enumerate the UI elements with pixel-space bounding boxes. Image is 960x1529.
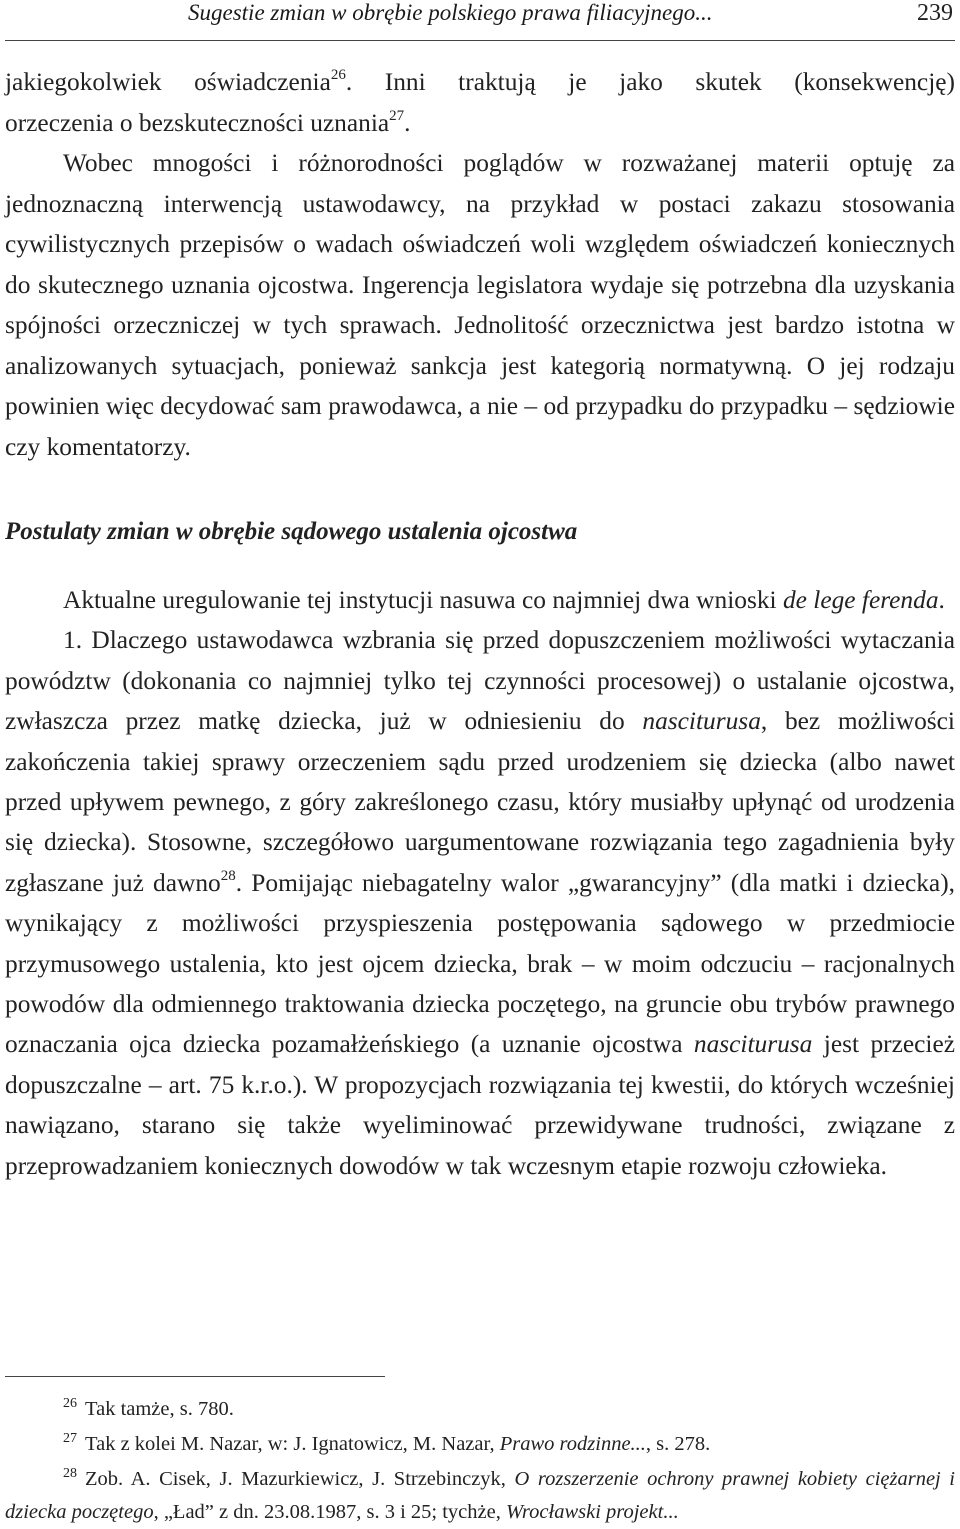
paragraph-line: jakiegokolwiek oświadczenia$^{26}$. Inni traktują je jako skutek (konsekwencję) [5,67,955,96]
footnote-26: $^{26}$ Tak tamże, s. 780. [63,1396,234,1420]
paragraph-line: orzeczenia o bezskuteczności uznania$^{27}$. [5,107,411,137]
body-section-2 [5,580,955,1186]
footnote-rule [5,1376,385,1377]
body-section-1 [5,62,955,467]
page-number: 239 [917,0,953,26]
document-page [5,0,956,1523]
footnote-ref-27[interactable]: 27 [389,107,405,124]
paragraph: Wobec mnogości i różnorodności poglądów w rozważanej materii optuję za jednoznaczną interwencją ustawodawcy, na przykład w postaci zakazu stosowania cywilistycznych przepisów o wadach oświadczeń woli względem oświadczeń koniecznych do skutecznego uznania ojcostwa. Ingerencja legislatora wydaje się potrzebna dla uzyskania spójności orzeczniczej w tych sprawach. Jednolitość orzecznictwa jest bardzo istotna w analizowanych sytuacjach, ponieważ sankcja jest kategorią normatywną. O jej rodzaju powinien więc decydować sam prawodawca, a nie – od przypadku do przypadku – sędziowie czy komentatorzy. [5,149,955,461]
footnote-28: $^{28}$ Zob. A. Cisek, J. Mazurkiewicz, J. Strzebinczyk, O rozszerzenie ochrony prawnej kobiety ciężarnej i dziecka poczętego, „Ład” z dn. 23.08.1987, s. 3 i 25; tychże, Wrocławski projekt... [5,1466,956,1523]
footnote-27: $^{27}$ Tak z kolei M. Nazar, w: J. Ignatowicz, M. Nazar, Prawo rodzinne..., s. 278. [63,1431,711,1455]
section-heading: Postulaty zmian w obrębie sądowego ustalenia ojcostwa [5,518,578,545]
paragraph: Aktualne uregulowanie tej instytucji nasuwa co najmniej dwa wnioski de lege ferenda. [63,586,945,614]
footnote-ref-26[interactable]: 26 [330,67,346,83]
paragraph: 1. Dlaczego ustawodawca wzbrania się przed dopuszczeniem możliwości wytaczania powództw (dokonania co najmniej tylko tej czynności procesowej) o ustalanie ojcostwa, zwłaszcza przez matkę dziecka, już w odniesieniu do nasciturusa, bez możliwości zakończenia takiej sprawy orzeczeniem sądu przed urodzeniem się dziecka (albo nawet przed upływem pewnego, z góry zakreślonego czasu, który musiałby upłynąć od urodzenia się dziecka). Stosowne, szczegółowo uargumentowane rozwiązania tego zagadnienia były zgłaszane już dawno$^{28}$. Pomijając niebagatelny walor „gwarancyjny” (dla matki i dziecka), wynikający z możliwości przyspieszenia postępowania sądowego w przedmiocie przymusowego ustalenia, kto jest ojcem dziecka, brak – w moim odczuciu – racjonalnych powodów dla odmiennego traktowania dziecka poczętego, na gruncie obu trybów prawnego oznaczania ojca dziecka pozamałżeńskiego (a uznanie ojcostwa nasciturusa jest przecież dopuszczalne – art. 75 k.r.o.). W propozycjach rozwiązania tej kwestii, do których wcześniej nawiązano, starano się także wyeliminować przewidywane trudności, związane z przeprowadzaniem koniecznych dowodów w tak wczesnym etapie rozwoju człowieka. [5,626,955,1180]
footnote-ref-28[interactable]: 28 [220,867,236,884]
header-rule [5,40,955,41]
page-header [5,0,955,40]
footnotes [5,1393,955,1529]
running-title: Sugestie zmian w obrębie polskiego prawa filiacyjnego... [188,0,713,25]
